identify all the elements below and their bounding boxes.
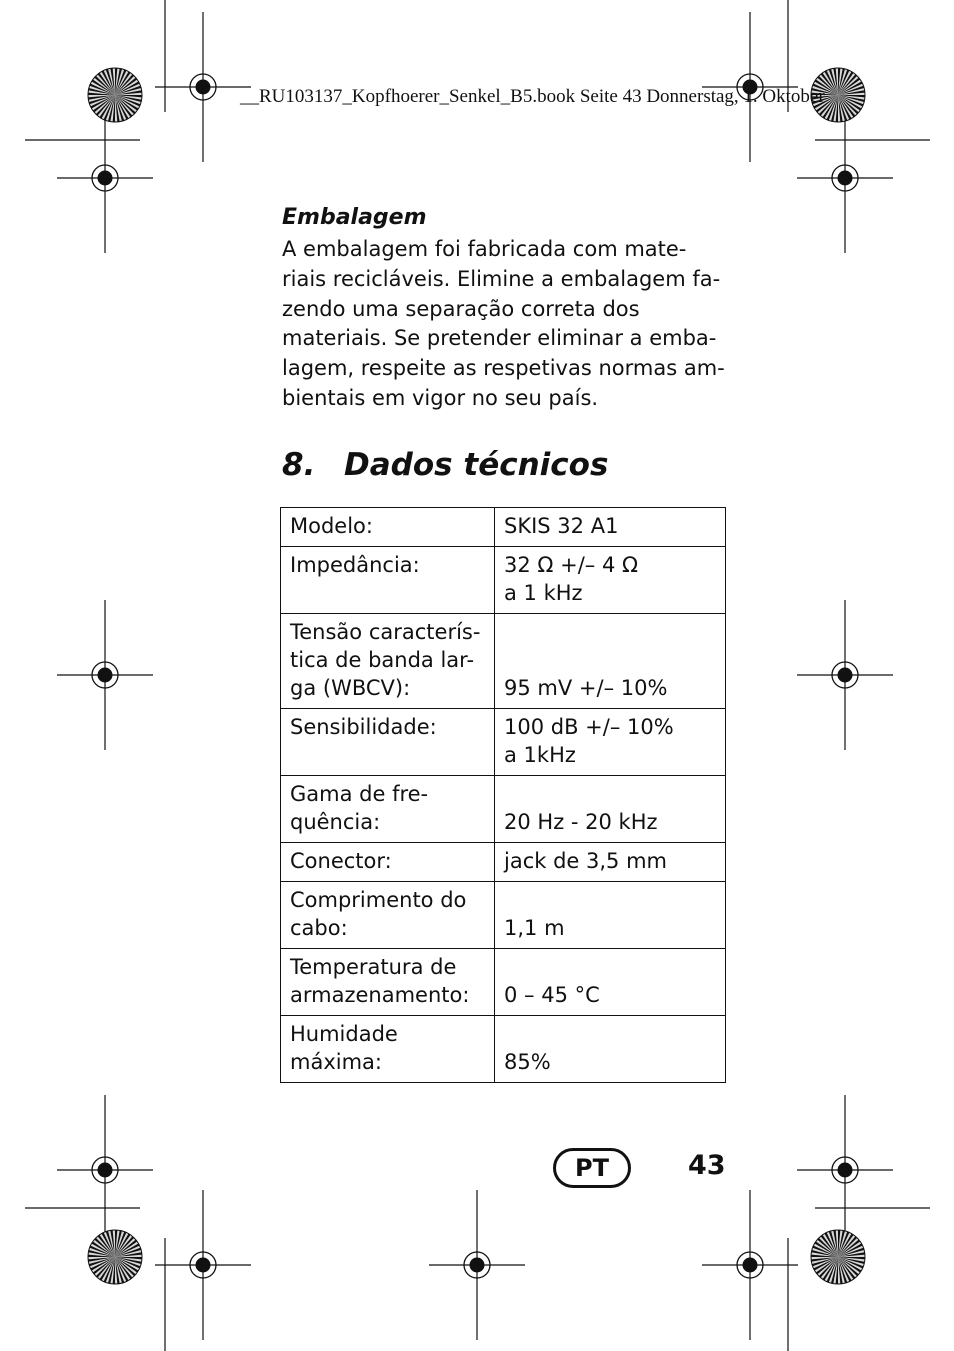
spec-label bbox=[281, 709, 495, 776]
crosshair-circle-icon bbox=[797, 103, 893, 253]
starburst-target-icon bbox=[811, 1230, 865, 1284]
packaging-heading: Embalagem bbox=[282, 205, 427, 230]
spec-label bbox=[281, 882, 495, 949]
spec-label-line: Gama de fre- bbox=[290, 782, 429, 806]
spec-value bbox=[495, 882, 726, 949]
spec-value-line: a 1 kHz bbox=[504, 581, 583, 605]
spec-label-line: Conector: bbox=[290, 849, 392, 873]
spec-value-line: 20 Hz - 20 kHz bbox=[504, 810, 658, 834]
spec-value-line: SKIS 32 A1 bbox=[504, 514, 619, 538]
spec-value-line: 32 Ω +/– 4 Ω bbox=[504, 553, 639, 577]
crosshair-circle-icon bbox=[797, 1095, 893, 1245]
spec-value bbox=[495, 709, 726, 776]
spec-label bbox=[281, 508, 495, 547]
spec-value-line: 85% bbox=[504, 1050, 551, 1074]
spec-row bbox=[281, 776, 726, 843]
spec-label bbox=[281, 843, 495, 882]
spec-label-line: ga (WBCV): bbox=[290, 676, 411, 700]
spec-label bbox=[281, 776, 495, 843]
spec-label-line: Humidade bbox=[290, 1022, 398, 1046]
crosshair-circle-icon bbox=[155, 1190, 251, 1340]
page-number: 43 bbox=[688, 1150, 726, 1181]
spec-value-line: a 1kHz bbox=[504, 743, 576, 767]
spec-label-line: cabo: bbox=[290, 916, 348, 940]
spec-row bbox=[281, 709, 726, 776]
packaging-paragraph bbox=[282, 235, 732, 414]
crosshair-circle-icon bbox=[57, 103, 153, 253]
spec-row bbox=[281, 843, 726, 882]
spec-value-line: 95 mV +/– 10% bbox=[504, 676, 668, 700]
spec-value bbox=[495, 547, 726, 614]
paragraph-line: A embalagem foi fabricada com mate- bbox=[282, 237, 687, 261]
spec-row bbox=[281, 1016, 726, 1083]
spec-label-line: armazenamento: bbox=[290, 983, 470, 1007]
spec-label-line: Temperatura de bbox=[290, 955, 457, 979]
paragraph-line: zendo uma separação correta dos bbox=[282, 296, 640, 321]
technical-data-table bbox=[280, 507, 726, 1083]
spec-row bbox=[281, 882, 726, 949]
spec-value bbox=[495, 508, 726, 547]
chapter-title-text: Dados técnicos bbox=[344, 447, 609, 483]
spec-value-line: jack de 3,5 mm bbox=[504, 849, 667, 873]
paragraph-line: riais recicláveis. Elimine a embalagem fa- bbox=[282, 266, 721, 291]
crosshair-circle-icon bbox=[429, 1190, 525, 1340]
crosshair-circle-icon bbox=[155, 12, 251, 162]
crosshair-circle-icon bbox=[702, 1190, 798, 1340]
spec-row bbox=[281, 547, 726, 614]
starburst-target-icon bbox=[88, 68, 142, 122]
spec-value bbox=[495, 614, 726, 709]
paragraph-line: lagem, respeite as respetivas normas am- bbox=[282, 356, 725, 381]
language-badge: PT bbox=[553, 1148, 631, 1188]
paragraph-line: bientais em vigor no seu país. bbox=[282, 385, 599, 410]
chapter-title bbox=[282, 447, 608, 483]
spec-label-line: Comprimento do bbox=[290, 888, 467, 912]
spec-label-line: máxima: bbox=[290, 1050, 382, 1074]
spec-label bbox=[281, 949, 495, 1016]
spec-row bbox=[281, 508, 726, 547]
spec-value-line: 1,1 m bbox=[504, 916, 565, 940]
chapter-number: 8. bbox=[282, 447, 316, 483]
crosshair-circle-icon bbox=[57, 600, 153, 750]
crosshair-circle-icon bbox=[797, 600, 893, 750]
spec-value bbox=[495, 949, 726, 1016]
spec-label bbox=[281, 1016, 495, 1083]
print-file-header: __RU103137_Kopfhoerer_Senkel_B5.book Seite 43 Donnerstag, 1. Oktober bbox=[240, 86, 825, 107]
crosshair-circle-icon bbox=[57, 1095, 153, 1245]
spec-value bbox=[495, 843, 726, 882]
spec-label bbox=[281, 614, 495, 709]
spec-value bbox=[495, 776, 726, 843]
starburst-target-icon bbox=[88, 1230, 142, 1284]
spec-label bbox=[281, 547, 495, 614]
spec-row bbox=[281, 614, 726, 709]
spec-label-line: quência: bbox=[290, 810, 381, 834]
spec-row bbox=[281, 949, 726, 1016]
spec-label-line: Modelo: bbox=[290, 514, 373, 538]
spec-value bbox=[495, 1016, 726, 1083]
spec-label-line: Sensibilidade: bbox=[290, 715, 437, 739]
paragraph-line: materiais. Se pretender eliminar a emba- bbox=[282, 326, 717, 351]
spec-label-line: Impedância: bbox=[290, 553, 420, 577]
spec-value-line: 100 dB +/– 10% bbox=[504, 715, 674, 739]
spec-value-line: 0 – 45 °C bbox=[504, 983, 600, 1007]
spec-label-line: tica de banda lar- bbox=[290, 648, 475, 672]
spec-label-line: Tensão caracterís- bbox=[290, 620, 481, 644]
